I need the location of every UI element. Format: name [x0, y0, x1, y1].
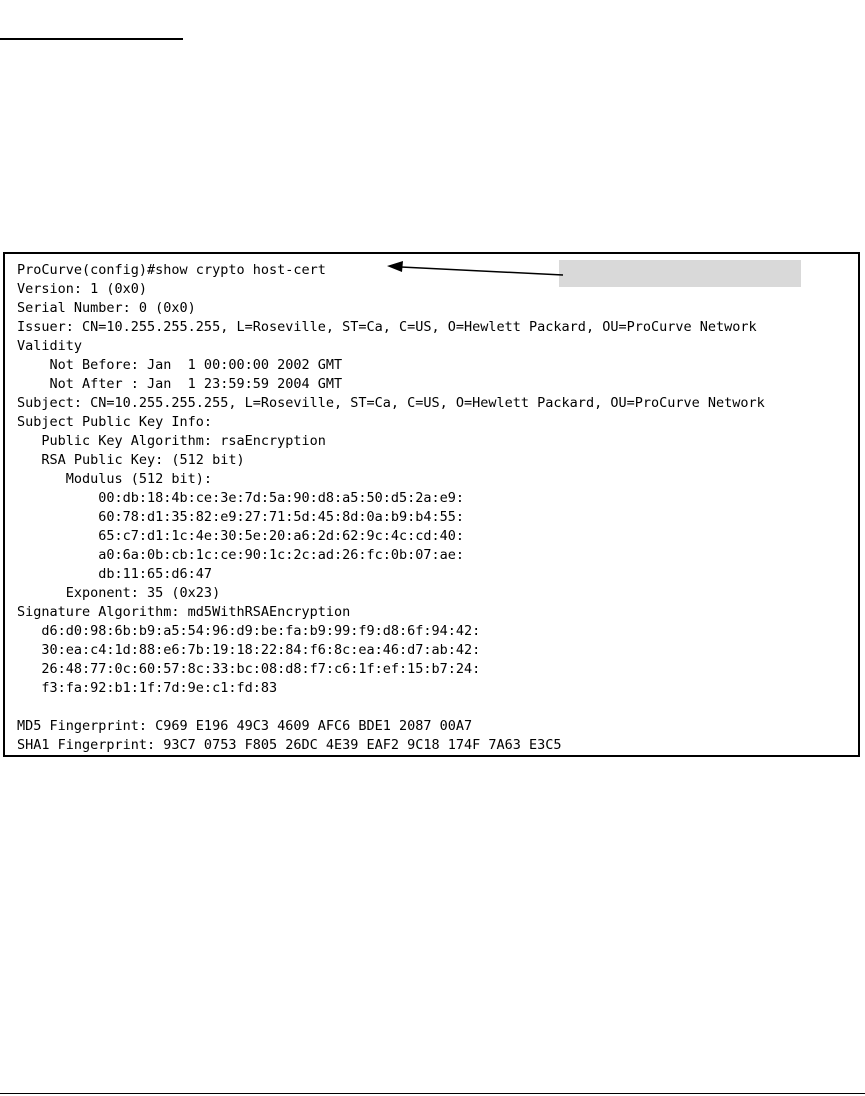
- output-line: Public Key Algorithm: rsaEncryption: [17, 433, 326, 449]
- output-line: Not Before: Jan 1 00:00:00 2002 GMT: [17, 357, 343, 373]
- output-line: RSA Public Key: (512 bit): [17, 452, 245, 468]
- output-line: 60:78:d1:35:82:e9:27:71:5d:45:8d:0a:b9:b4:55:: [17, 509, 465, 525]
- output-line: 00:db:18:4b:ce:3e:7d:5a:90:d8:a5:50:d5:2a:e9:: [17, 490, 465, 506]
- command-prompt: ProCurve(config)#: [17, 262, 156, 278]
- output-line: a0:6a:0b:cb:1c:ce:90:1c:2c:ad:26:fc:0b:07:ae:: [17, 547, 465, 563]
- output-line: 30:ea:c4:1d:88:e6:7b:19:18:22:84:f6:8c:ea:46:d7:ab:42:: [17, 642, 481, 658]
- output-line: Issuer: CN=10.255.255.255, L=Roseville, ST=Ca, C=US, O=Hewlett Packard, OU=ProCurve Network: [17, 319, 757, 335]
- footer-rule: [0, 1093, 865, 1094]
- command-line: [17, 261, 765, 280]
- output-line: db:11:65:d6:47: [17, 566, 213, 582]
- output-line: Exponent: 35 (0x23): [17, 585, 221, 601]
- output-line: Serial Number: 0 (0x0): [17, 300, 196, 316]
- output-line: Validity: [17, 338, 83, 354]
- terminal-text: [17, 261, 765, 755]
- output-line: Version: 1 (0x0): [17, 281, 148, 297]
- output-line: Subject: CN=10.255.255.255, L=Roseville, ST=Ca, C=US, O=Hewlett Packard, OU=ProCurve Network: [17, 395, 765, 411]
- output-line: Signature Algorithm: md5WithRSAEncryption: [17, 604, 351, 620]
- output-line: SHA1 Fingerprint: 93C7 0753 F805 26DC 4E39 EAF2 9C18 174F 7A63 E3C5: [17, 737, 562, 753]
- output-line: Modulus (512 bit):: [17, 471, 213, 487]
- output-line: f3:fa:92:b1:1f:7d:9e:c1:fd:83: [17, 680, 278, 696]
- command-text: show crypto host-cert: [155, 262, 326, 278]
- output-line: Not After : Jan 1 23:59:59 2004 GMT: [17, 376, 343, 392]
- output-line: Subject Public Key Info:: [17, 414, 213, 430]
- output-line: 65:c7:d1:1c:4e:30:5e:20:a6:2d:62:9c:4c:cd:40:: [17, 528, 465, 544]
- header-rule: [0, 38, 183, 40]
- output-line: 26:48:77:0c:60:57:8c:33:bc:08:d8:f7:c6:1f:ef:15:b7:24:: [17, 661, 481, 677]
- output-line: MD5 Fingerprint: C969 E196 49C3 4609 AFC6 BDE1 2087 00A7: [17, 718, 473, 734]
- output-line: d6:d0:98:6b:b9:a5:54:96:d9:be:fa:b9:99:f9:d8:6f:94:42:: [17, 623, 481, 639]
- terminal-output-panel: [3, 252, 860, 757]
- output-line: [17, 698, 765, 717]
